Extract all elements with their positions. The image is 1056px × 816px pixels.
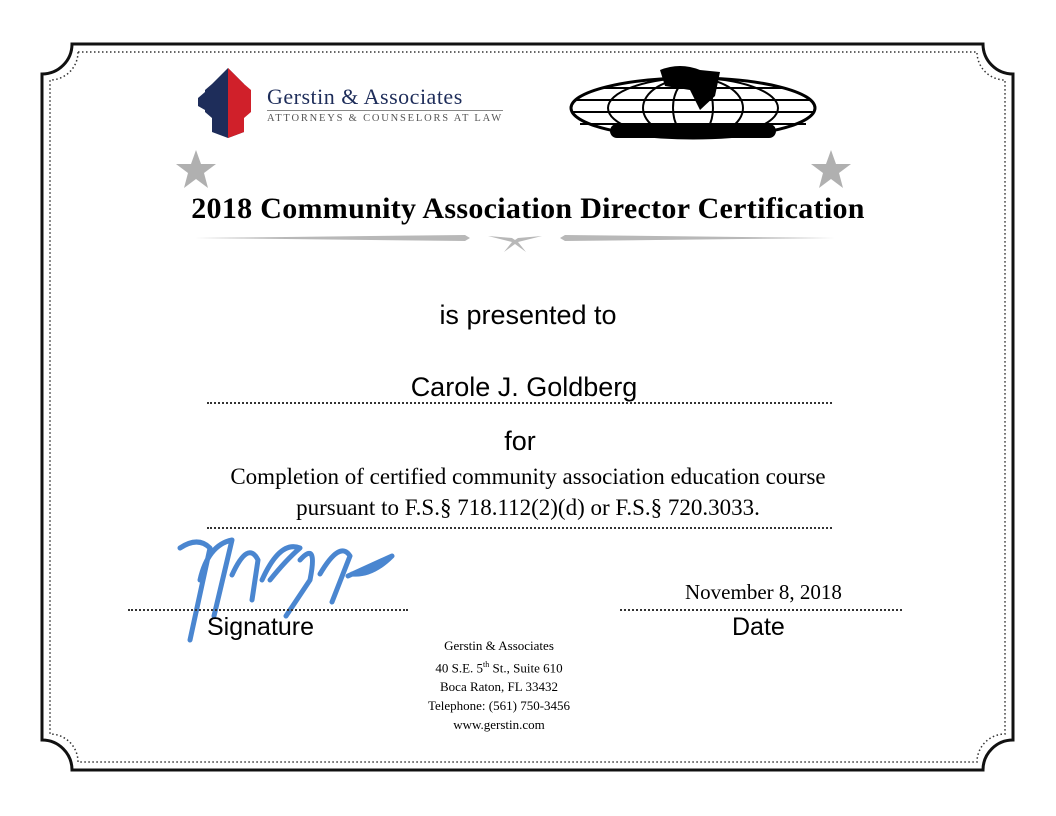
description-line-1: Completion of certified community association education course — [230, 464, 826, 489]
recipient-name: Carole J. Goldberg — [410, 372, 638, 402]
address-name: Gerstin & Associates — [444, 638, 554, 653]
description-line-2: pursuant to F.S.§ 718.112(2)(d) or F.S.§ 720.3033. — [296, 495, 760, 520]
signature-line — [128, 609, 408, 611]
description-line — [207, 527, 832, 529]
star-icon — [176, 150, 851, 188]
title-ornament — [195, 230, 835, 252]
firm-name: Gerstin & Associates — [267, 84, 463, 109]
gerstin-logo — [267, 84, 503, 124]
name-line — [207, 402, 832, 404]
gerstin-logo-icon — [198, 68, 251, 138]
street-number: 40 S.E. 5 — [435, 660, 484, 676]
address-city: Boca Raton, FL 33432 — [440, 679, 558, 695]
certificate-title: 2018 Community Association Director Certification — [191, 192, 865, 225]
date-label: Date — [732, 613, 785, 641]
address-website[interactable]: www.gerstin.com — [453, 717, 545, 733]
date-line — [620, 609, 902, 611]
alliance-seal-icon — [571, 66, 815, 138]
presented-to-label: is presented to — [439, 300, 617, 330]
firm-tagline: ATTORNEYS & COUNSELORS AT LAW — [267, 110, 503, 124]
street-rest: St., Suite 610 — [489, 660, 563, 676]
address-street — [0, 655, 1027, 677]
date-value: November 8, 2018 — [685, 580, 842, 604]
for-label: for — [504, 426, 536, 456]
address-phone: Telephone: (561) 750-3456 — [427, 698, 571, 714]
address-block — [0, 636, 1027, 734]
signature-label: Signature — [207, 613, 315, 641]
street-suffix-sup: th — [483, 660, 490, 669]
